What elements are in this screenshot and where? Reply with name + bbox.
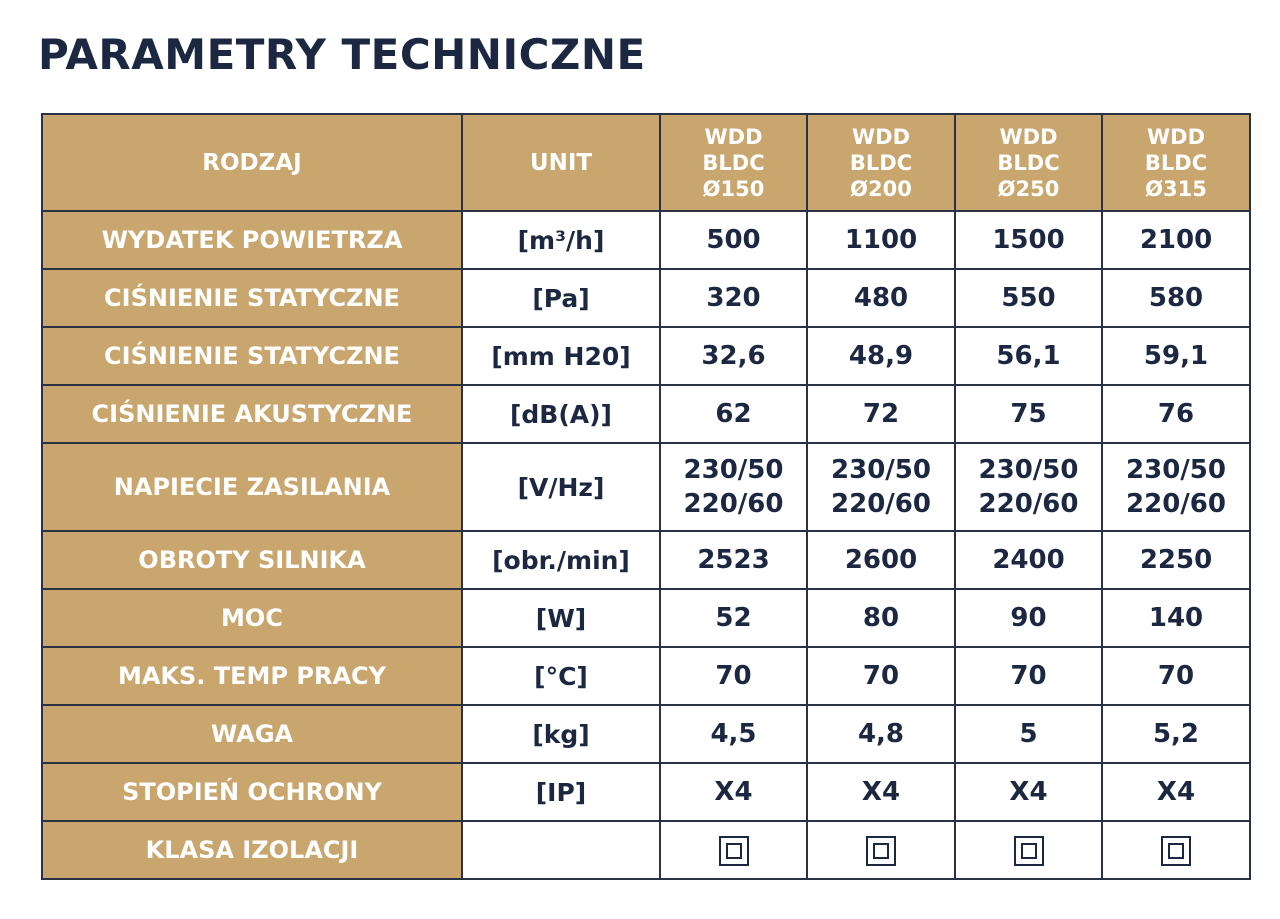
value-cell: 2250 xyxy=(1102,531,1250,589)
value-cell xyxy=(660,443,807,531)
value-cell: 1500 xyxy=(955,211,1102,269)
value-cell xyxy=(807,821,955,879)
value-line: 220/60 xyxy=(683,489,784,519)
row-unit: [Pa] xyxy=(462,269,660,327)
value-cell: 500 xyxy=(660,211,807,269)
value-cell: 320 xyxy=(660,269,807,327)
header-model-250 xyxy=(955,114,1102,211)
double-square-icon xyxy=(866,836,896,866)
row-unit: [obr./min] xyxy=(462,531,660,589)
value-cell: 550 xyxy=(955,269,1102,327)
value-cell: 1100 xyxy=(807,211,955,269)
model-line: Ø150 xyxy=(702,176,765,201)
page-title: PARAMETRY TECHNICZNE xyxy=(38,30,646,79)
double-square-icon xyxy=(1014,836,1044,866)
technical-parameters-table xyxy=(41,113,1251,880)
model-line: BLDC xyxy=(702,150,765,175)
model-line: WDD xyxy=(851,124,911,149)
value-cell: 75 xyxy=(955,385,1102,443)
value-cell: 56,1 xyxy=(955,327,1102,385)
table-row xyxy=(42,763,1250,821)
value-cell: 90 xyxy=(955,589,1102,647)
header-type: RODZAJ xyxy=(42,114,462,211)
row-label: STOPIEŃ OCHRONY xyxy=(42,763,462,821)
row-label: WYDATEK POWIETRZA xyxy=(42,211,462,269)
row-unit xyxy=(462,821,660,879)
double-square-icon xyxy=(1161,836,1191,866)
row-unit: [dB(A)] xyxy=(462,385,660,443)
value-cell: 4,8 xyxy=(807,705,955,763)
value-cell: 2600 xyxy=(807,531,955,589)
value-cell: 4,5 xyxy=(660,705,807,763)
header-row xyxy=(42,114,1250,211)
row-unit: [kg] xyxy=(462,705,660,763)
value-cell: 480 xyxy=(807,269,955,327)
row-label: NAPIECIE ZASILANIA xyxy=(42,443,462,531)
row-label: CIŚNIENIE STATYCZNE xyxy=(42,269,462,327)
value-cell: 2523 xyxy=(660,531,807,589)
table-row xyxy=(42,211,1250,269)
row-label: WAGA xyxy=(42,705,462,763)
value-cell: 2100 xyxy=(1102,211,1250,269)
value-line: 230/50 xyxy=(831,455,931,485)
value-cell: 80 xyxy=(807,589,955,647)
value-cell: 70 xyxy=(660,647,807,705)
model-line: Ø315 xyxy=(1145,176,1207,201)
table-row xyxy=(42,385,1250,443)
row-label: MOC xyxy=(42,589,462,647)
model-line: WDD xyxy=(704,124,763,149)
table-row xyxy=(42,531,1250,589)
value-line: 230/50 xyxy=(978,455,1079,485)
double-square-icon xyxy=(719,836,749,866)
value-cell: 70 xyxy=(807,647,955,705)
value-line: 220/60 xyxy=(1126,489,1226,519)
table-row xyxy=(42,443,1250,531)
value-cell: 5 xyxy=(955,705,1102,763)
value-line: 230/50 xyxy=(1126,455,1226,485)
table-row xyxy=(42,647,1250,705)
row-unit: [m³/h] xyxy=(462,211,660,269)
value-cell: 32,6 xyxy=(660,327,807,385)
header-model-200 xyxy=(807,114,955,211)
value-cell: 59,1 xyxy=(1102,327,1250,385)
value-line: 220/60 xyxy=(831,489,931,519)
row-unit: [mm H20] xyxy=(462,327,660,385)
value-cell: 52 xyxy=(660,589,807,647)
model-line: WDD xyxy=(1146,124,1206,149)
row-label: CIŚNIENIE STATYCZNE xyxy=(42,327,462,385)
table-row xyxy=(42,705,1250,763)
value-cell: 72 xyxy=(807,385,955,443)
row-label: OBROTY SILNIKA xyxy=(42,531,462,589)
row-unit: [°C] xyxy=(462,647,660,705)
row-label: CIŚNIENIE AKUSTYCZNE xyxy=(42,385,462,443)
value-cell: 70 xyxy=(1102,647,1250,705)
value-cell xyxy=(1102,821,1250,879)
value-cell xyxy=(955,821,1102,879)
row-label: KLASA IZOLACJI xyxy=(42,821,462,879)
row-unit: [W] xyxy=(462,589,660,647)
model-line: BLDC xyxy=(1144,150,1208,175)
value-cell: 5,2 xyxy=(1102,705,1250,763)
value-line: 220/60 xyxy=(978,489,1079,519)
model-line: BLDC xyxy=(997,150,1060,175)
model-line: BLDC xyxy=(849,150,913,175)
model-line: WDD xyxy=(999,124,1058,149)
value-line: 230/50 xyxy=(683,455,784,485)
header-unit: UNIT xyxy=(462,114,660,211)
value-cell: X4 xyxy=(955,763,1102,821)
model-line: Ø200 xyxy=(850,176,912,201)
table-row xyxy=(42,589,1250,647)
value-cell: 70 xyxy=(955,647,1102,705)
row-unit: [IP] xyxy=(462,763,660,821)
header-model-315 xyxy=(1102,114,1250,211)
value-cell: X4 xyxy=(1102,763,1250,821)
table-row xyxy=(42,269,1250,327)
value-cell: X4 xyxy=(660,763,807,821)
table-row xyxy=(42,821,1250,879)
value-cell: 580 xyxy=(1102,269,1250,327)
value-cell: X4 xyxy=(807,763,955,821)
model-line: Ø250 xyxy=(997,176,1060,201)
value-cell: 2400 xyxy=(955,531,1102,589)
value-cell: 62 xyxy=(660,385,807,443)
value-cell xyxy=(955,443,1102,531)
value-cell: 48,9 xyxy=(807,327,955,385)
value-cell: 140 xyxy=(1102,589,1250,647)
row-unit: [V/Hz] xyxy=(462,443,660,531)
value-cell xyxy=(1102,443,1250,531)
table-row xyxy=(42,327,1250,385)
value-cell: 76 xyxy=(1102,385,1250,443)
value-cell xyxy=(660,821,807,879)
value-cell xyxy=(807,443,955,531)
header-model-150 xyxy=(660,114,807,211)
row-label: MAKS. TEMP PRACY xyxy=(42,647,462,705)
